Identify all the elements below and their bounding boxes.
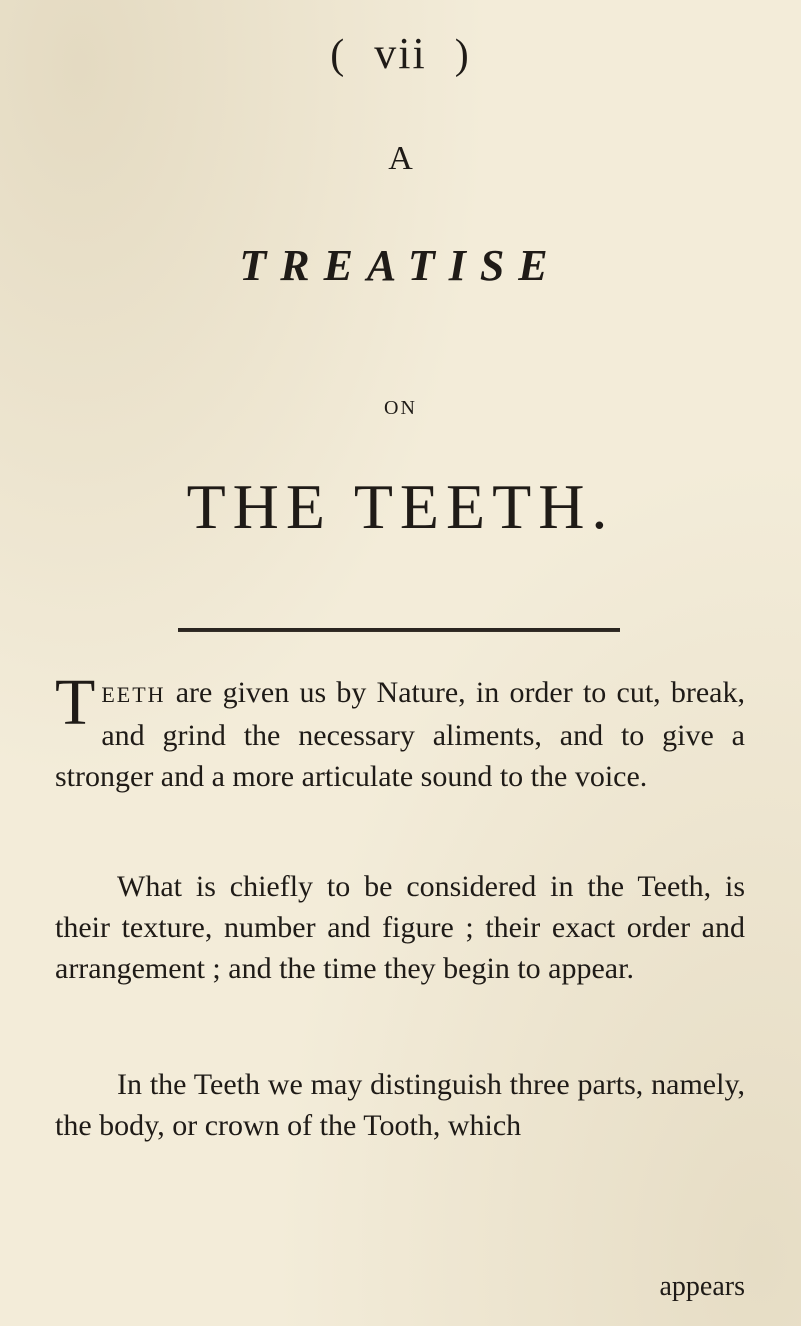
paragraph-3: In the Teeth we may distinguish three parts, namely, the body, or crown of the Tooth, which	[55, 1068, 745, 1142]
paragraph-1-lead: EETH	[101, 682, 166, 707]
paragraph-1-text: are given us by Nature, in order to cut, break, and grind the necessary aliments, and to give a stronger and a more articulate sound to the voice.	[55, 676, 745, 793]
title-on: ON	[384, 397, 417, 419]
title-subject: THE TEETH.	[186, 471, 615, 542]
page-number-open-paren: (	[330, 32, 347, 78]
page-number-close-paren: )	[454, 32, 471, 78]
drop-cap: T	[55, 666, 96, 739]
catchword: appears	[659, 1271, 745, 1302]
title-article: A	[388, 140, 413, 177]
title-rule-divider	[178, 628, 620, 632]
page-number-value: vii	[374, 29, 427, 78]
page-number	[0, 28, 801, 79]
title-treatise: TREATISE	[239, 241, 562, 290]
paragraph-2: What is chiefly to be considered in the Teeth, is their texture, number and figure ; their exact order and arrangement ; and the time they begin to appear.	[55, 870, 745, 985]
paragraph-1	[55, 666, 745, 797]
